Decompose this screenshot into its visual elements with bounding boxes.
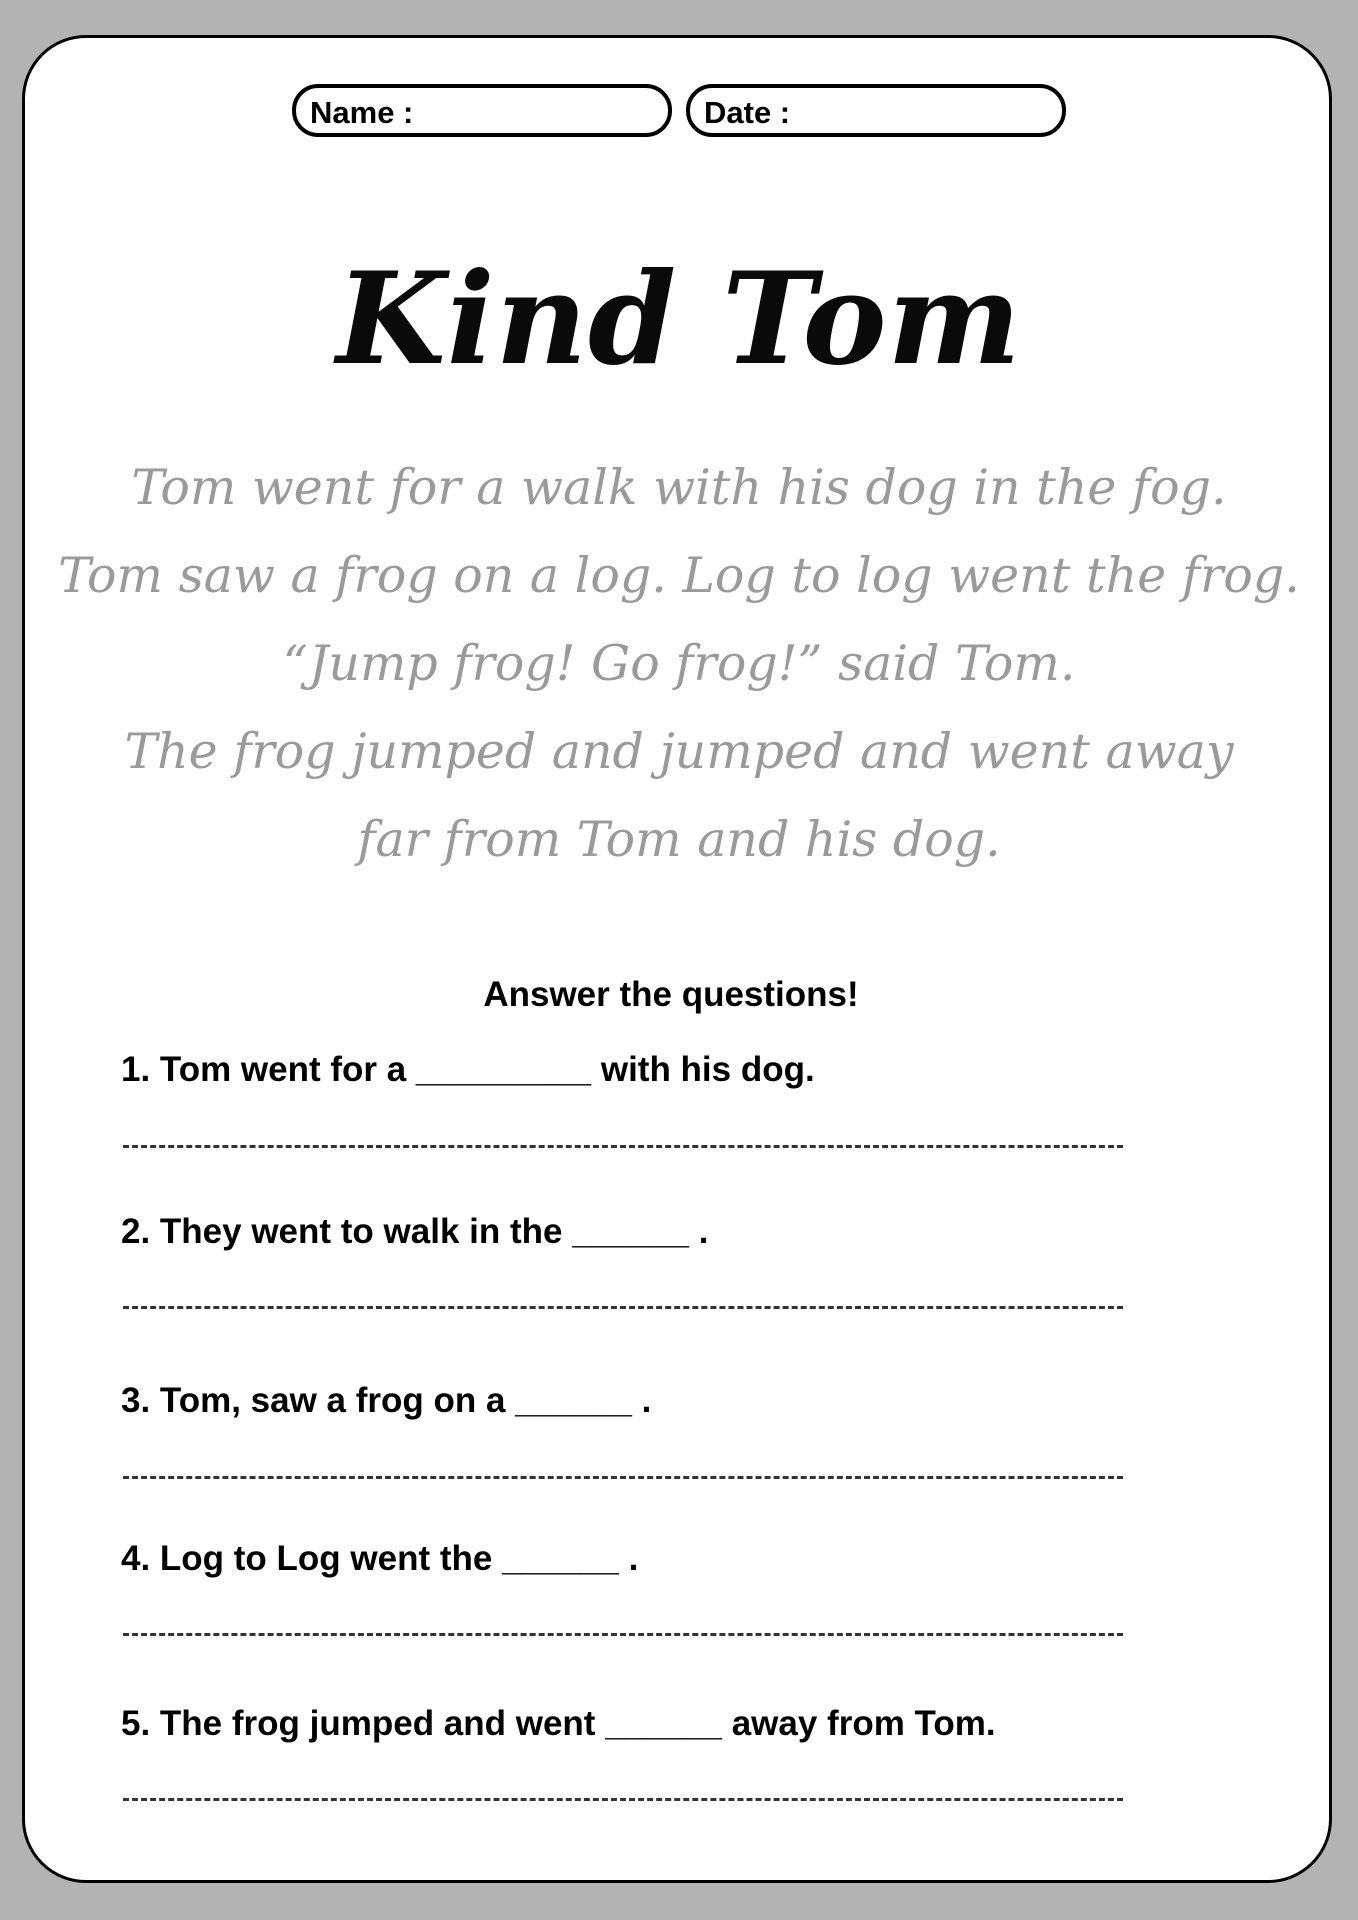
question-3: 3. Tom, saw a frog on a ______ . xyxy=(121,1381,652,1420)
story-line: Tom went for a walk with his dog in the fog. xyxy=(131,459,1227,516)
answer-line-5[interactable] xyxy=(123,1798,1123,1801)
question-5: 5. The frog jumped and went ______ away from Tom. xyxy=(121,1704,996,1743)
question-1: 1. Tom went for a _________ with his dog. xyxy=(121,1050,815,1089)
date-label: Date : xyxy=(704,95,791,130)
story-line: “Jump frog! Go frog!” said Tom. xyxy=(282,635,1076,692)
name-label: Name : xyxy=(310,95,414,130)
answer-line-2[interactable] xyxy=(123,1306,1123,1309)
questions-heading: Answer the questions! xyxy=(483,975,859,1014)
answer-line-1[interactable] xyxy=(123,1145,1123,1148)
story-line: Tom saw a frog on a log. Log to log went the frog. xyxy=(58,547,1300,604)
name-field[interactable] xyxy=(292,84,672,137)
answer-line-3[interactable] xyxy=(123,1476,1123,1479)
question-2: 2. They went to walk in the ______ . xyxy=(121,1212,709,1251)
story-line: The frog jumped and jumped and went away xyxy=(124,723,1234,780)
worksheet-title: Kind Tom xyxy=(336,245,1022,393)
answer-line-4[interactable] xyxy=(123,1633,1123,1636)
story-line: far from Tom and his dog. xyxy=(357,811,1001,868)
date-field[interactable] xyxy=(686,84,1066,137)
question-4: 4. Log to Log went the ______ . xyxy=(121,1539,639,1578)
